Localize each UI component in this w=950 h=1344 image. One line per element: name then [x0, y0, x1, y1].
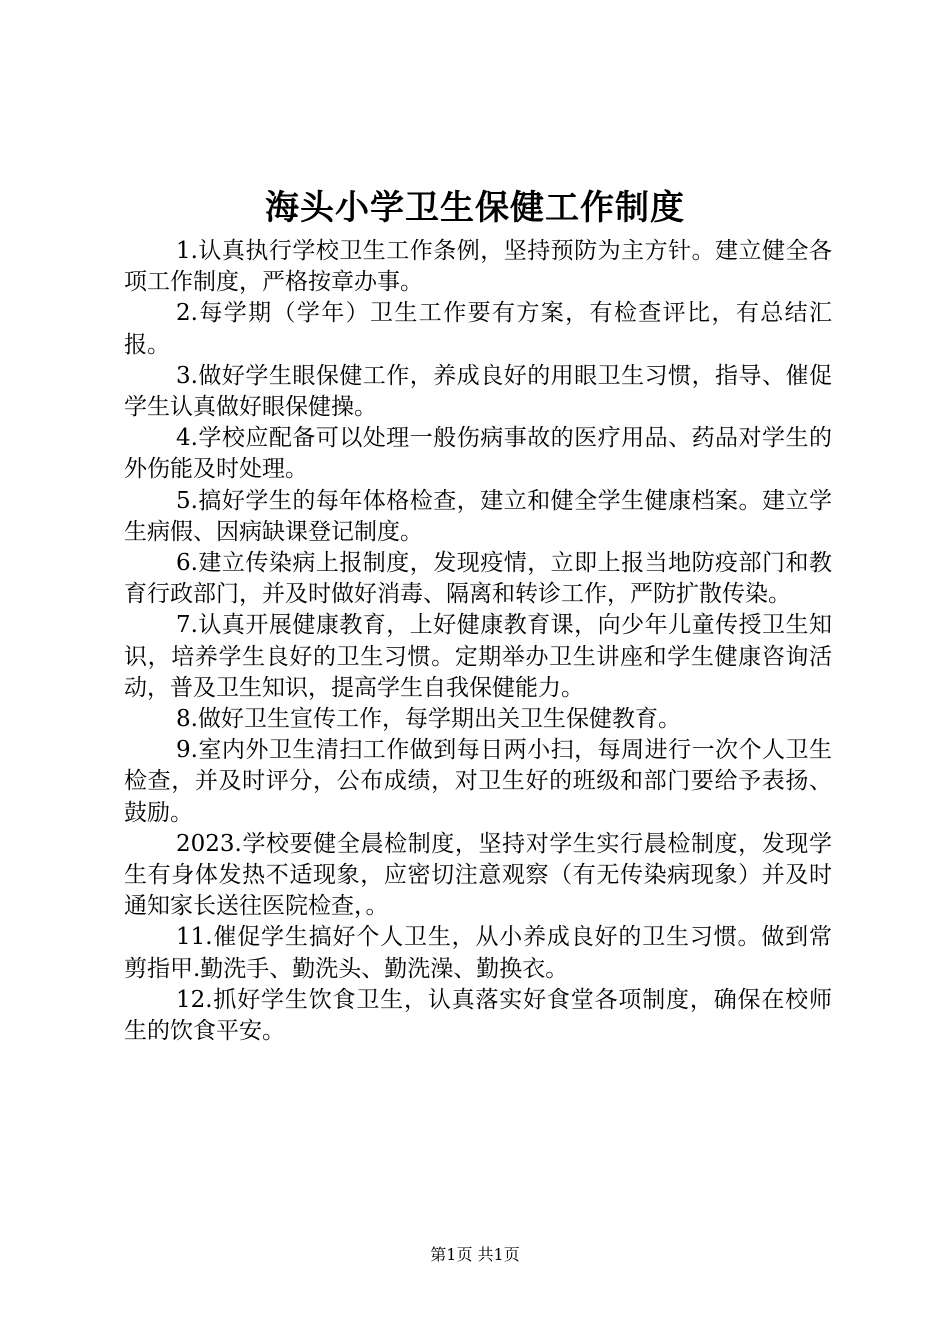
paragraph-2: 2.每学期（学年）卫生工作要有方案，有检查评比，有总结汇报。: [124, 300, 832, 358]
paragraph-3: 3.做好学生眼保健工作，养成良好的用眼卫生习惯，指导、催促学生认真做好眼保健操。: [124, 362, 832, 421]
paragraph-12: 12.抓好学生饮食卫生，认真落实好食堂各项制度，确保在校师生的饮食平安。: [124, 986, 832, 1045]
paragraph-8: 8.做好卫生宣传工作，每学期出关卫生保健教育。: [176, 706, 681, 733]
paragraph-11: 11.催促学生搞好个人卫生，从小养成良好的卫生习惯。做到常剪指甲.勤洗手、勤洗头、勤洗澡、勤换衣。: [124, 924, 832, 982]
document-body: [124, 236, 832, 1047]
paragraph-5: 5.搞好学生的每年体格检查，建立和健全学生健康档案。建立学生病假、因病缺课登记制度。: [124, 487, 832, 545]
paragraph-9: 9.室内外卫生清扫工作做到每日两小扫，每周进行一次个人卫生检查，并及时评分，公布成绩，对卫生好的班级和部门要给予表扬、鼓励。: [124, 737, 832, 826]
document-title: 海头小学卫生保健工作制度: [265, 188, 685, 228]
paragraph-6: 6.建立传染病上报制度，发现疫情，立即上报当地防疫部门和教育行政部门，并及时做好消毒、隔离和转诊工作，严防扩散传染。: [124, 550, 832, 608]
paragraph-4: 4.学校应配备可以处理一般伤病事故的医疗用品、药品对学生的外伤能及时处理。: [124, 425, 832, 483]
paragraph-7: 7.认真开展健康教育，上好健康教育课，向少年儿童传授卫生知识，培养学生良好的卫生习惯。定期举办卫生讲座和学生健康咨询活动，普及卫生知识，提高学生自我保健能力。: [124, 612, 832, 701]
page-footer: 第1页 共1页: [430, 1245, 520, 1264]
paragraph-10: 2023.学校要健全晨检制度，坚持对学生实行晨检制度，发现学生有身体发热不适现象，应密切注意观察（有无传染病现象）并及时通知家长送往医院检查，。: [124, 830, 832, 920]
paragraph-1: 1.认真执行学校卫生工作条例，坚持预防为主方针。建立健全各项工作制度，严格按章办事。: [124, 238, 832, 296]
